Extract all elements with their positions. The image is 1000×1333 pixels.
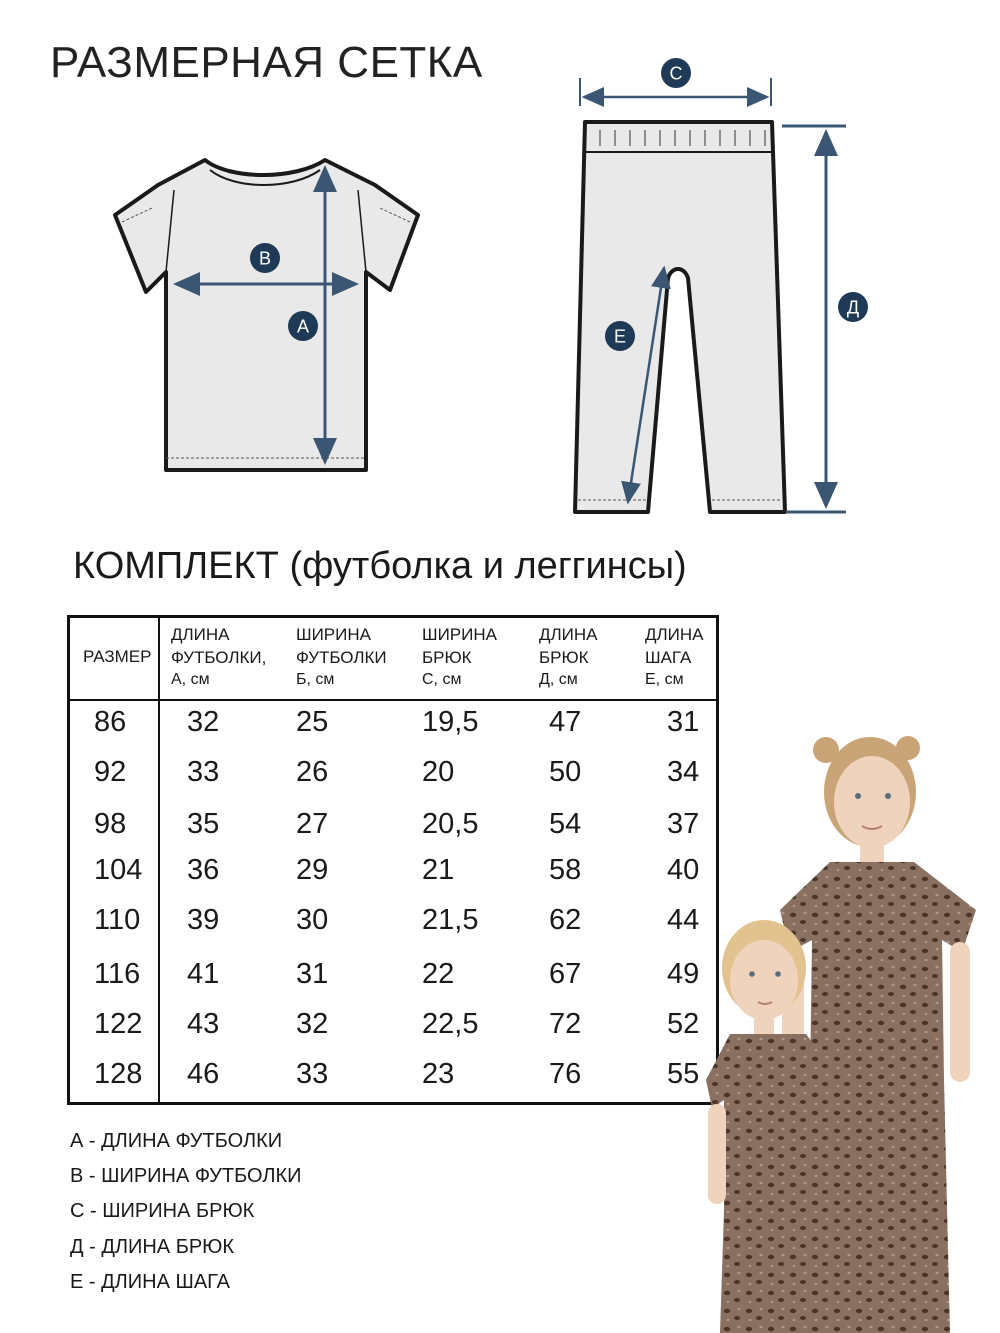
cell-tshirt-length: 46: [187, 1058, 220, 1090]
subtitle-paren: (футболка и леггинсы): [289, 545, 687, 587]
header-pants-length: ДЛИНА БРЮК Д, см: [539, 625, 598, 688]
table-row: [70, 1008, 716, 1048]
measurement-legend: [70, 1128, 301, 1304]
marker-d: [838, 292, 868, 322]
marker-a: [288, 311, 318, 341]
table-header-divider: [70, 699, 716, 701]
header-pants-width: ШИРИНА БРЮК С, см: [422, 625, 497, 688]
table-row: [70, 854, 716, 894]
header-size: РАЗМЕР: [83, 647, 152, 666]
cell-size: 122: [94, 1008, 143, 1040]
cell-pants-length: 76: [549, 1058, 582, 1090]
cell-inseam-length: 44: [667, 904, 700, 936]
set-subtitle: [73, 545, 687, 588]
cell-tshirt-length: 33: [187, 756, 220, 788]
cell-pants-width: 21,5: [422, 904, 479, 936]
page-title: РАЗМЕРНАЯ СЕТКА: [50, 38, 483, 87]
subtitle-main: КОМПЛЕКТ: [73, 545, 279, 587]
cell-pants-length: 54: [549, 808, 582, 840]
cell-tshirt-width: 33: [296, 1058, 329, 1090]
table-row: [70, 808, 716, 848]
table-row: [70, 904, 716, 944]
legend-item: А - ДЛИНА ФУТБОЛКИ: [70, 1130, 283, 1152]
cell-inseam-length: 37: [667, 808, 700, 840]
cell-tshirt-length: 32: [187, 706, 220, 738]
cell-pants-length: 62: [549, 904, 582, 936]
marker-b: [250, 243, 280, 273]
cell-inseam-length: 31: [667, 706, 700, 738]
cell-tshirt-width: 31: [296, 958, 329, 990]
svg-text:С: С: [669, 63, 683, 84]
cell-size: 86: [94, 706, 127, 738]
cell-size: 104: [94, 854, 143, 886]
cell-pants-width: 21: [422, 854, 455, 886]
cell-inseam-length: 55: [667, 1058, 700, 1090]
cell-tshirt-width: 27: [296, 808, 329, 840]
cell-tshirt-length: 35: [187, 808, 220, 840]
cell-tshirt-width: 25: [296, 706, 329, 738]
cell-size: 128: [94, 1058, 143, 1090]
cell-size: 92: [94, 756, 127, 788]
cell-tshirt-width: 30: [296, 904, 329, 936]
cell-tshirt-length: 36: [187, 854, 220, 886]
size-table: [67, 615, 719, 1105]
cell-pants-width: 22,5: [422, 1008, 479, 1040]
cell-tshirt-length: 43: [187, 1008, 220, 1040]
table-row: [70, 958, 716, 998]
svg-text:А: А: [296, 316, 310, 337]
cell-tshirt-width: 26: [296, 756, 329, 788]
cell-inseam-length: 49: [667, 958, 700, 990]
svg-text:В: В: [258, 248, 272, 269]
header-tshirt-length: ДЛИНА ФУТБОЛКИ, А, см: [171, 625, 267, 688]
children-photo: [700, 730, 1000, 1333]
cell-pants-length: 72: [549, 1008, 582, 1040]
cell-pants-length: 58: [549, 854, 582, 886]
svg-text:Д: Д: [846, 297, 860, 318]
svg-text:Е: Е: [613, 326, 627, 347]
cell-pants-length: 67: [549, 958, 582, 990]
cell-pants-width: 20,5: [422, 808, 479, 840]
cell-pants-width: 20: [422, 756, 455, 788]
marker-c: [661, 58, 691, 88]
cell-pants-width: 19,5: [422, 706, 479, 738]
cell-inseam-length: 34: [667, 756, 700, 788]
header-inseam-length: ДЛИНА ШАГА Е, см: [645, 625, 704, 688]
cell-tshirt-width: 29: [296, 854, 329, 886]
table-row: [70, 756, 716, 796]
table-row: [70, 1058, 716, 1098]
legend-item: В - ШИРИНА ФУТБОЛКИ: [70, 1165, 302, 1188]
cell-tshirt-length: 41: [187, 958, 220, 990]
table-row: [70, 706, 716, 746]
leggings-drawing: [575, 122, 785, 512]
cell-pants-length: 47: [549, 706, 582, 738]
legend-item: Д - ДЛИНА БРЮК: [70, 1235, 235, 1258]
legend-item: Е - ДЛИНА ШАГА: [70, 1270, 230, 1293]
cell-size: 110: [94, 904, 141, 936]
cell-pants-length: 50: [549, 756, 582, 788]
cell-inseam-length: 52: [667, 1008, 700, 1040]
marker-e: [605, 321, 635, 351]
legend-item: С - ШИРИНА БРЮК: [70, 1200, 255, 1223]
cell-tshirt-width: 32: [296, 1008, 329, 1040]
cell-size: 98: [94, 808, 127, 840]
tshirt-drawing: [115, 160, 418, 470]
cell-pants-width: 23: [422, 1058, 455, 1090]
header-tshirt-width: ШИРИНА ФУТБОЛКИ Б, см: [296, 625, 387, 688]
garment-diagram: [0, 0, 1000, 540]
cell-tshirt-length: 39: [187, 904, 220, 936]
cell-size: 116: [94, 958, 141, 990]
cell-inseam-length: 40: [667, 854, 700, 886]
cell-pants-width: 22: [422, 958, 455, 990]
